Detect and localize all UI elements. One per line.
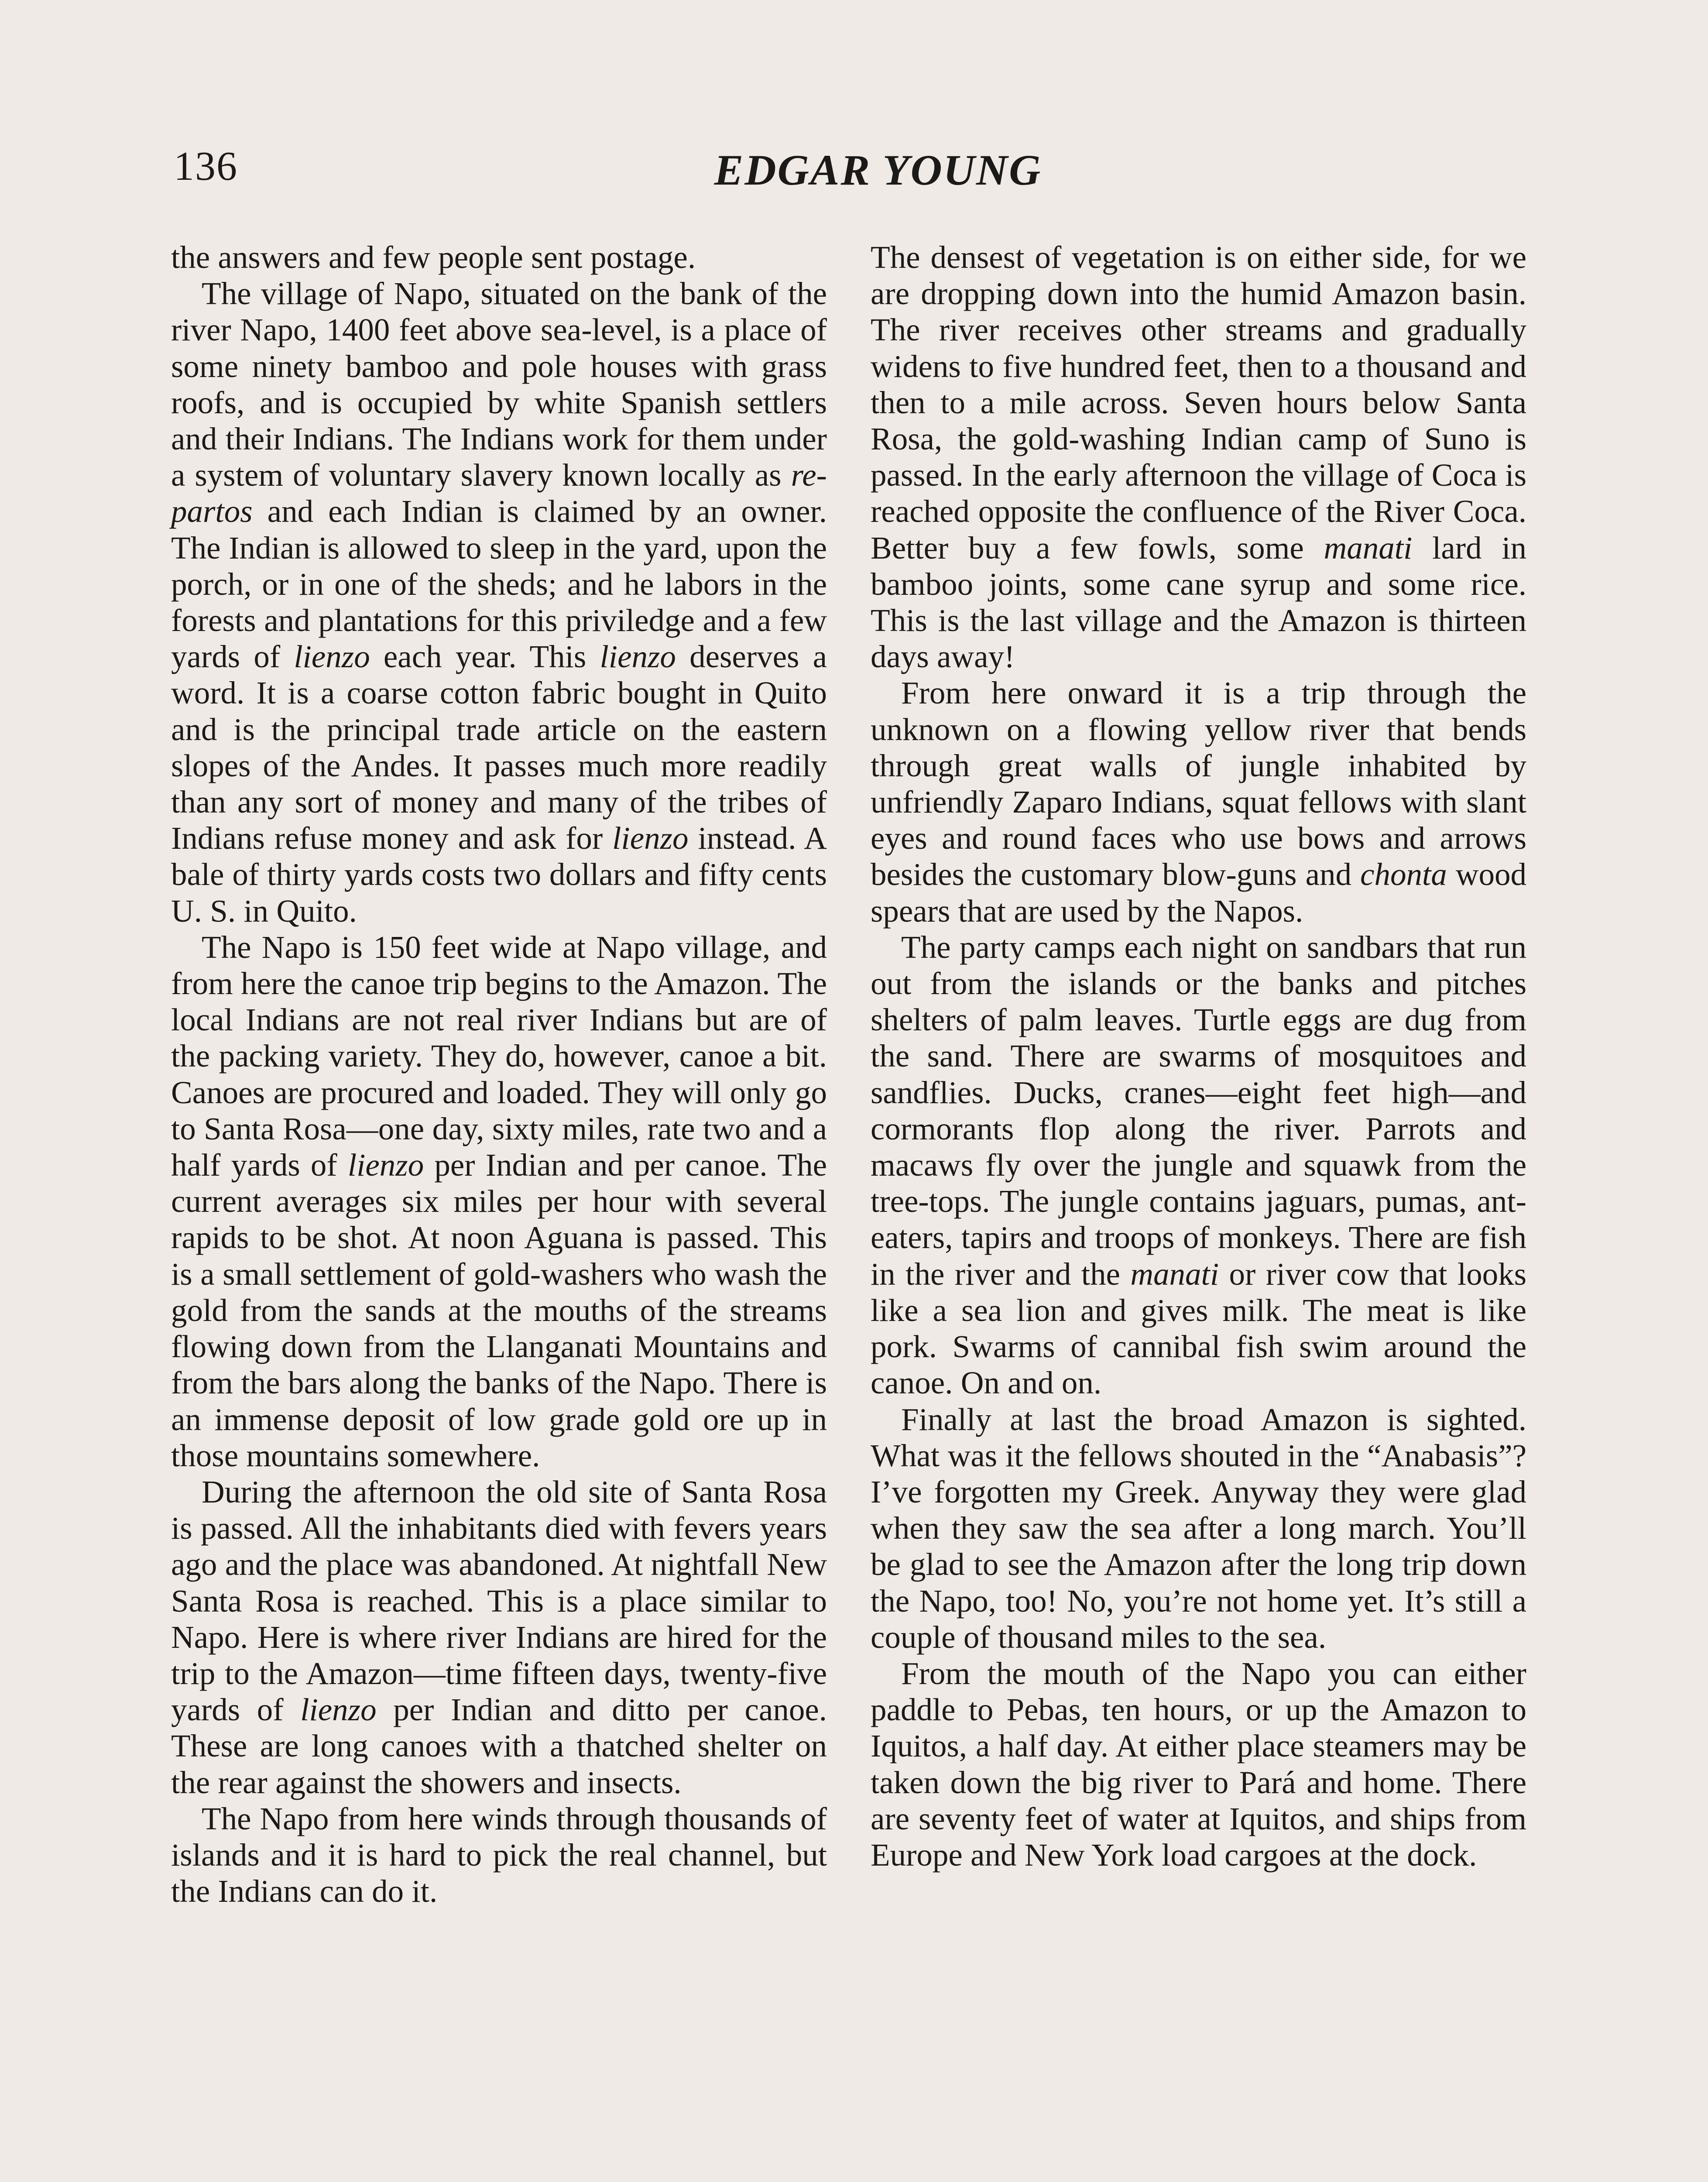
italic-term: lienzo xyxy=(600,639,676,675)
paragraph-text: and each Indian is claimed by an owner. The Indian is allowed to sleep in the yard, upon the porch, or in one of the sheds; and he labors in the forests and plantations for this priviledge and a few yards of xyxy=(171,494,827,675)
paragraph-text: each year. This xyxy=(370,639,600,675)
paragraph-text: instead. A bale of thirty yards costs two dollars and fifty cents U. S. in Quito. xyxy=(171,820,827,929)
italic-term: lienzo xyxy=(612,820,689,856)
paragraph-text: per Indian and ditto per canoe. These are long canoes with a thatched shelter on the rear against the showers and insects. xyxy=(171,1692,827,1800)
body-paragraph xyxy=(871,675,1526,929)
italic-term: lienzo xyxy=(294,639,370,675)
body-paragraph xyxy=(871,1655,1526,1873)
body-paragraph xyxy=(871,1401,1526,1655)
italic-term: re-partos xyxy=(171,457,827,529)
paragraph-text: The Napo is 150 feet wide at Napo village, and from here the canoe trip begins to the Amazon. The local Indians are not real river Indians but are of the packing variety. They do, however, canoe a bit. Canoes are procured and loaded. They will only go to Santa Rosa—one day, sixty miles, rate two and a half yards of xyxy=(171,929,827,1183)
paragraph-text: The village of Napo, situated on the bank of the river Napo, 1400 feet above sea-level, is a place of some ninety bamboo and pole houses with grass roofs, and is occupied by white Spanish settlers and their Indians. The Indians work for them under a system of voluntary slavery known locally as xyxy=(171,276,827,493)
italic-term: lienzo xyxy=(300,1692,377,1728)
paragraph-text: From the mouth of the Napo you can either paddle to Pebas, ten hours, or up the Amazon to Iquitos, a half day. At either place steamers may be taken down the big river to Pará and home. There are seventy feet of water at Iquitos, and ships from Europe and New York load cargoes at the dock. xyxy=(871,1655,1526,1873)
body-paragraph xyxy=(171,929,827,1474)
body-paragraph xyxy=(171,1474,827,1801)
paragraph-text: the answers and few people sent postage. xyxy=(171,240,696,275)
paragraph-text: From here onward it is a trip through the unknown on a flowing yellow river that bends through great walls of jungle inhabited by unfriendly Zaparo Indians, squat fellows with slant eyes and round faces who use bows and arrows besides the customary blow-guns and xyxy=(871,675,1526,892)
body-paragraph xyxy=(171,275,827,929)
paragraph-text: wood spears that are used by the Napos. xyxy=(871,857,1527,929)
body-paragraph xyxy=(171,239,827,275)
italic-term: chonta xyxy=(1360,857,1447,892)
text-column-right xyxy=(871,239,1526,1873)
text-column-left xyxy=(171,239,827,1909)
body-paragraph xyxy=(871,239,1526,675)
paragraph-text: deserves a word. It is a coarse cotton fabric bought in Quito and is the principal trade article on the eastern slopes of the Andes. It passes much more readily than any sort of money and many of the tribes of Indians refuse money and ask for xyxy=(171,639,827,856)
running-head-author: EDGAR YOUNG xyxy=(714,146,1042,194)
paragraph-text: The densest of vegetation is on either side, for we are dropping down into the humid Amazon basin. The river receives other streams and gradually widens to five hundred feet, then to a thousand and then to a mile across. Seven hours below Santa Rosa, the gold-washing Indian camp of Suno is passed. In the early afternoon the village of Coca is reached opposite the confluence of the River Coca. Better buy a few fowls, some xyxy=(871,240,1526,566)
paragraph-text: lard in bamboo joints, some cane syrup and some rice. This is the last village and the Amazon is thirteen days away! xyxy=(871,530,1526,675)
paragraph-text: The Napo from here winds through thousands of islands and it is hard to pick the real channel, but the Indians can do it. xyxy=(171,1801,827,1909)
body-paragraph xyxy=(871,929,1526,1401)
page-number: 136 xyxy=(174,144,238,189)
paragraph-text: or river cow that looks like a sea lion and gives milk. The meat is like pork. Swarms of cannibal fish swim around the canoe. On and on. xyxy=(871,1256,1526,1401)
body-paragraph xyxy=(171,1801,827,1910)
paragraph-text: Finally at last the broad Amazon is sighted. What was it the fellows shouted in the “Anabasis”? I’ve forgotten my Greek. Anyway they were glad when they saw the sea after a long march. You’ll be glad to see the Amazon after the long trip down the Napo, too! No, you’re not home yet. It’s still a couple of thousand miles to the sea. xyxy=(871,1401,1526,1655)
italic-term: manati xyxy=(1130,1256,1219,1292)
paragraph-text: During the afternoon the old site of Santa Rosa is passed. All the inhabitants died with fevers years ago and the place was abandoned. At nightfall New Santa Rosa is reached. This is a place similar to Napo. Here is where river Indians are hired for the trip to the Amazon—time fifteen days, twenty-five yards of xyxy=(171,1474,827,1728)
paragraph-text: per Indian and per canoe. The current averages six miles per hour with several rapids to be shot. At noon Aguana is passed. This is a small settlement of gold-washers who wash the gold from the sands at the mouths of the streams flowing down from the Llanganati Mountains and from the bars along the banks of the Napo. There is an immense deposit of low grade gold ore up in those mountains somewhere. xyxy=(171,1147,827,1473)
italic-term: manati xyxy=(1324,530,1413,566)
paragraph-text: The party camps each night on sandbars that run out from the islands or the banks and pitches shelters of palm leaves. Turtle eggs are dug from the sand. There are swarms of mosquitoes and sandflies. Ducks, cranes—eight feet high—and cormorants flop along the river. Parrots and macaws fly over the jungle and squawk from the tree-tops. The jungle contains jaguars, pumas, ant-eaters, tapirs and troops of monkeys. There are fish in the river and the xyxy=(871,929,1526,1292)
italic-term: lienzo xyxy=(347,1147,424,1183)
